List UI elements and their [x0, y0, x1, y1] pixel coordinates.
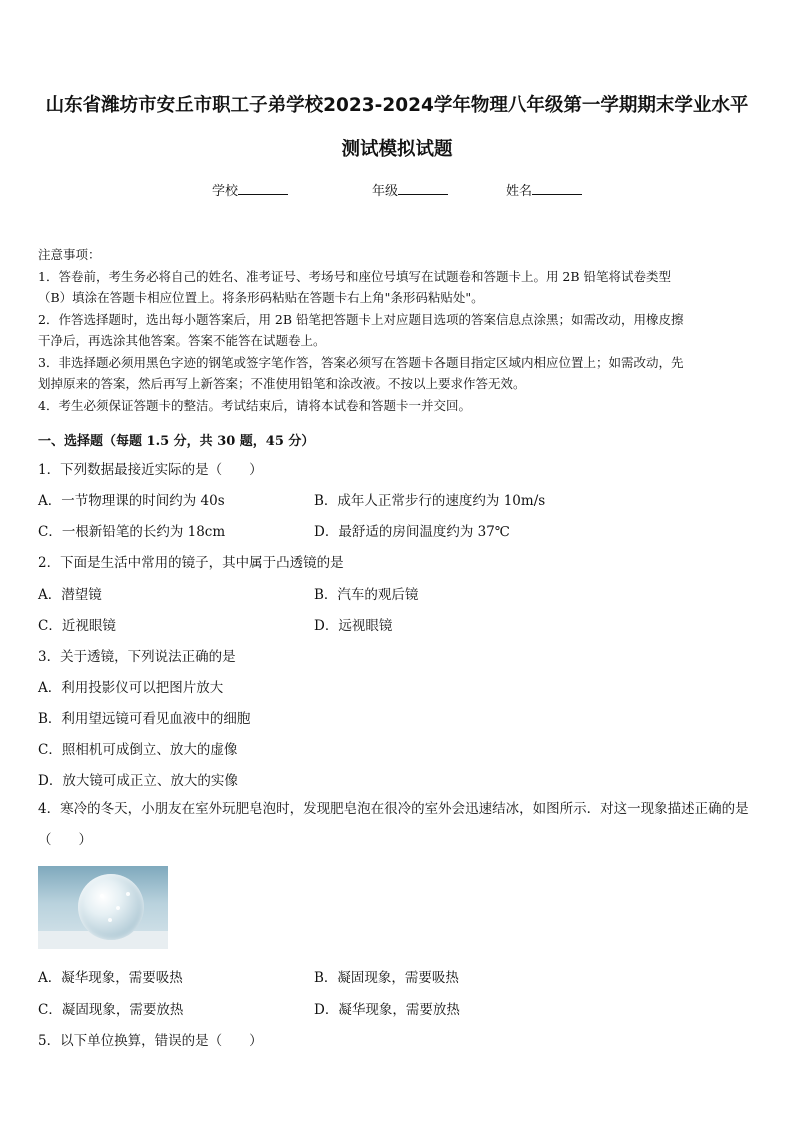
question-4-option-b[interactable]: B．凝固现象，需要吸热: [314, 970, 459, 986]
question-2-option-a[interactable]: A．潜望镜: [38, 587, 102, 603]
notes-line: 3．非选择题必须用黑色字迹的钢笔或签字笔作答，答案必须写在答题卡各题目指定区域内相应位置上；如需改动，先: [38, 354, 684, 370]
section-heading: 一、选择题（每题 1.5 分，共 30 题，45 分）: [38, 434, 315, 449]
notes-line: 4．考生必须保证答题卡的整洁。考试结束后，请将本试卷和答题卡一并交回。: [38, 397, 471, 413]
question-4-stem: 4．寒冷的冬天，小朋友在室外玩肥皂泡时，发现肥皂泡在很冷的室外会迅速结冰，如图所示．对这一现象描述正确的是（ ）: [38, 801, 749, 848]
name-blank[interactable]: [532, 180, 582, 195]
notes-line: 2．作答选择题时，选出每小题答案后，用 2B 铅笔把答题卡上对应题目选项的答案信息点涂黑；如需改动，用橡皮擦: [38, 311, 684, 327]
question-4-option-d[interactable]: D．凝华现象，需要放热: [314, 1002, 460, 1018]
exam-title: [30, 84, 764, 172]
ice-crystal-dot: [116, 906, 120, 910]
question-2-option-d[interactable]: D．远视眼镜: [314, 618, 393, 634]
school-label: 学校: [212, 184, 239, 199]
question-2-option-c[interactable]: C．近视眼镜: [38, 618, 116, 634]
frozen-bubble-shape: [78, 874, 144, 940]
question-3-stem: 3．关于透镜，下列说法正确的是: [38, 649, 236, 665]
ice-crystal-dot: [100, 894, 104, 898]
name-field[interactable]: [506, 180, 582, 199]
student-info-row: [0, 180, 794, 200]
question-5-stem: 5．以下单位换算，错误的是（ ）: [38, 1033, 263, 1049]
question-1-option-a[interactable]: A．一节物理课的时间约为 40s: [38, 493, 225, 509]
grade-blank[interactable]: [398, 180, 448, 195]
notes-line: （B）填涂在答题卡相应位置上。将条形码粘贴在答题卡右上角"条形码粘贴处"。: [38, 290, 484, 305]
grade-label: 年级: [372, 184, 399, 199]
ice-crystal-dot: [126, 892, 130, 896]
exam-title-line-2: 测试模拟试题: [341, 139, 453, 160]
notes-line: 干净后，再选涂其他答案。答案不能答在试题卷上。: [38, 333, 326, 348]
frozen-soap-bubble-photo: [38, 866, 168, 949]
question-3-option-a[interactable]: A．利用投影仪可以把图片放大: [38, 680, 224, 696]
question-3-option-c[interactable]: C．照相机可成倒立、放大的虚像: [38, 742, 238, 758]
question-1-option-c[interactable]: C．一根新铅笔的长约为 18cm: [38, 524, 226, 540]
question-3-option-b[interactable]: B．利用望远镜可看见血液中的细胞: [38, 711, 251, 727]
question-3-option-d[interactable]: D．放大镜可成正立、放大的实像: [38, 773, 238, 789]
school-field[interactable]: [212, 180, 288, 199]
question-1-option-d[interactable]: D．最舒适的房间温度约为 37℃: [314, 524, 510, 540]
question-1-stem: 1．下列数据最接近实际的是（ ）: [38, 462, 263, 478]
school-blank[interactable]: [238, 180, 288, 195]
notes-line: 1．答卷前，考生务必将自己的姓名、准考证号、考场号和座位号填写在试题卷和答题卡上。用 2B 铅笔将试卷类型: [38, 268, 672, 284]
question-4-option-a[interactable]: A．凝华现象，需要吸热: [38, 970, 183, 986]
question-4-option-c[interactable]: C．凝固现象，需要放热: [38, 1002, 184, 1018]
question-1-option-b[interactable]: B．成年人正常步行的速度约为 10m/s: [314, 493, 546, 509]
question-2-stem: 2．下面是生活中常用的镜子，其中属于凸透镜的是: [38, 555, 344, 571]
ice-crystal-dot: [108, 918, 112, 922]
notes-heading: 注意事项：: [38, 247, 101, 262]
notes-line: 划掉原来的答案，然后再写上新答案；不准使用铅笔和涂改液。不按以上要求作答无效。: [38, 376, 526, 391]
grade-field[interactable]: [372, 180, 448, 199]
question-2-option-b[interactable]: B．汽车的观后镜: [314, 587, 419, 603]
name-label: 姓名: [506, 184, 533, 199]
exam-notes: [38, 244, 760, 416]
exam-title-line-1: 山东省潍坊市安丘市职工子弟学校2023-2024学年物理八年级第一学期期末学业水平: [45, 95, 749, 116]
